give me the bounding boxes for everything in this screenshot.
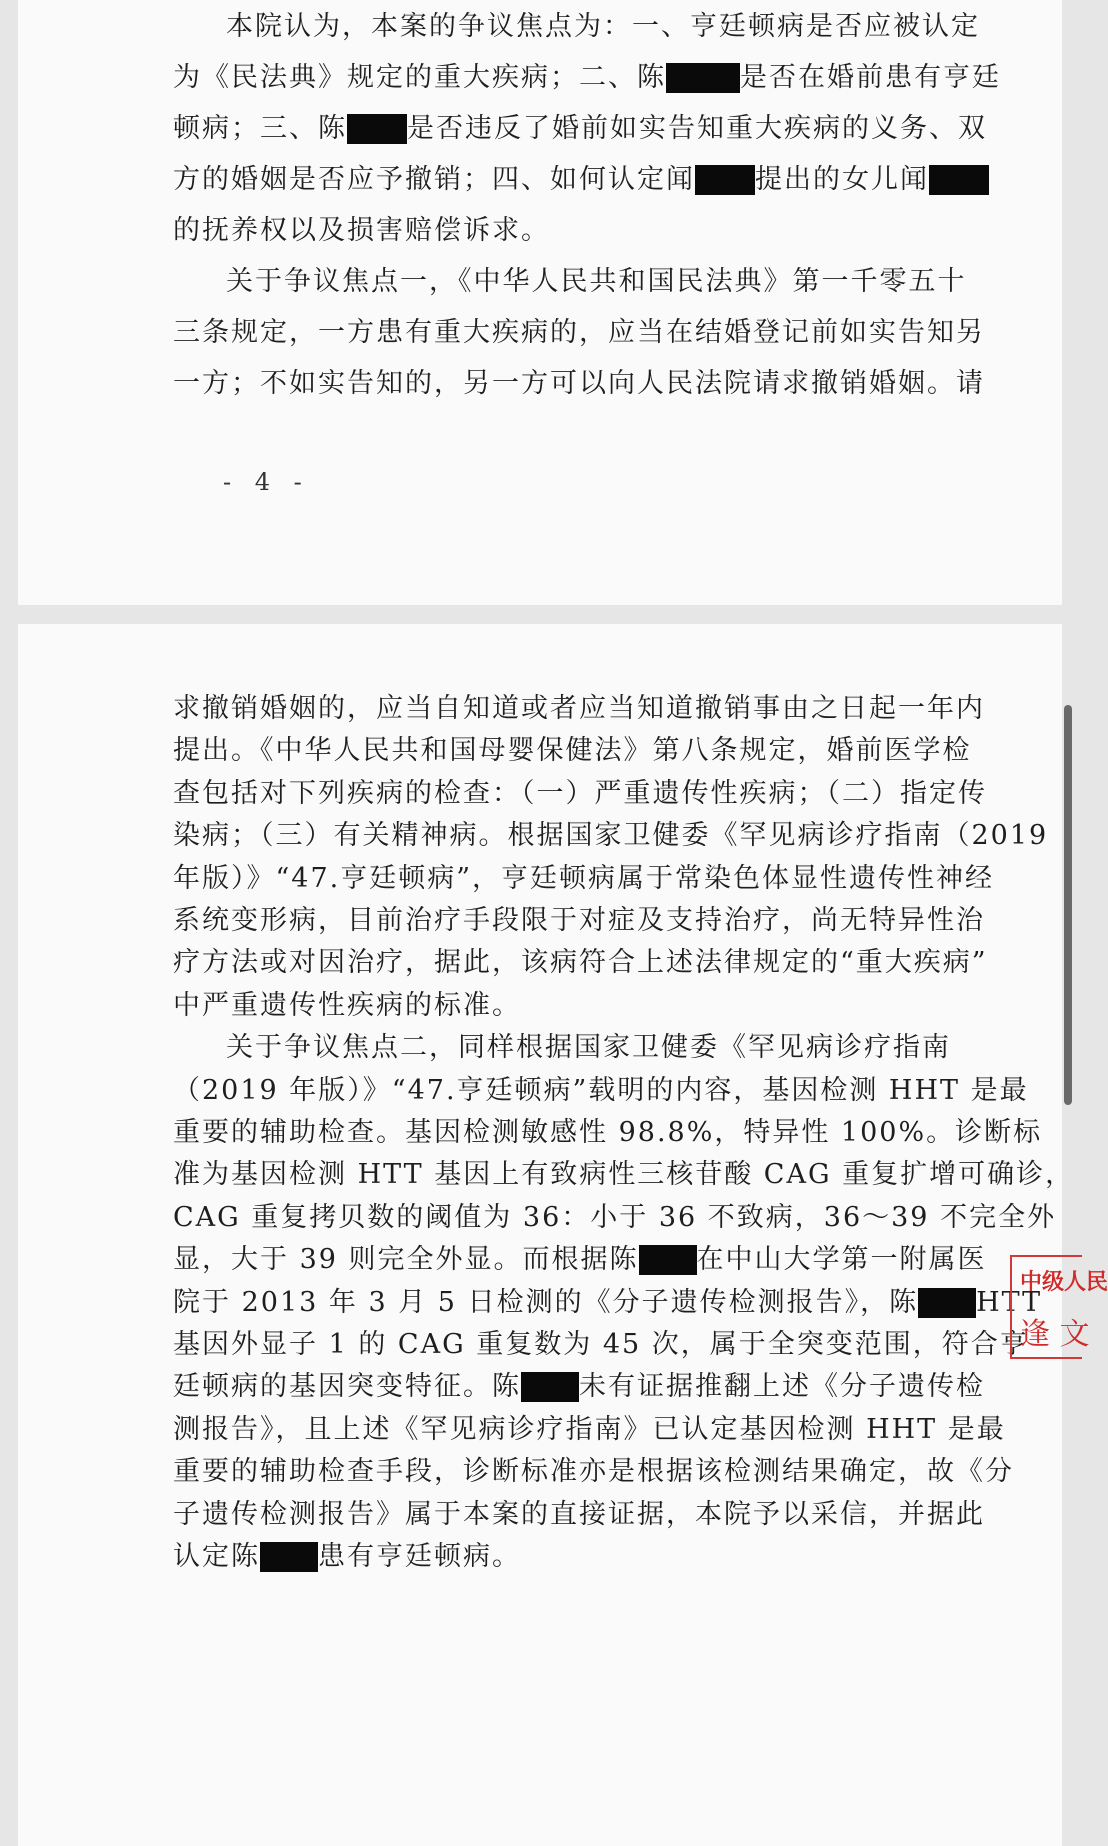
redaction-block xyxy=(929,165,989,195)
text-segment: 测报告》，且上述《罕见病诊疗指南》已认定基因检测 HHT 是最 xyxy=(173,1413,1006,1445)
text-segment: 是否在婚前患有亨廷 xyxy=(740,62,1001,93)
court-seal-stamp xyxy=(1010,1255,1108,1359)
redaction-block xyxy=(260,1542,318,1572)
text-segment: 顿病；三、陈 xyxy=(173,113,347,144)
vertical-scrollbar[interactable] xyxy=(1064,705,1072,1105)
text-segment: 患有亨廷顿病。 xyxy=(318,1541,521,1572)
text-segment: 重要的辅助检查。基因检测敏感性 98.8%，特异性 100%。诊断标 xyxy=(173,1117,1043,1148)
text-segment: 为《民法典》规定的重大疾病；二、陈 xyxy=(173,62,666,93)
text-segment: 关于争议焦点二，同样根据国家卫健委《罕见病诊疗指南 xyxy=(226,1032,951,1064)
text-line xyxy=(173,308,985,358)
page-number: - 4 - xyxy=(223,468,310,496)
text-line xyxy=(226,2,980,52)
text-segment: 提出。《中华人民共和国母婴保健法》第八条规定，婚前医学检 xyxy=(173,735,972,767)
text-line xyxy=(173,155,989,205)
text-segment: 是否违反了婚前如实告知重大疾病的义务、双 xyxy=(407,113,987,144)
text-line xyxy=(173,53,1001,103)
text-segment: 准为基因检测 HTT 基因上有致病性三核苷酸 CAG 重复扩增可确诊， xyxy=(173,1159,1075,1191)
redaction-block xyxy=(666,63,740,93)
text-segment: 求撤销婚姻的，应当自知道或者应当知道撤销事由之日起一年内 xyxy=(173,693,985,724)
text-line xyxy=(226,257,967,307)
text-line xyxy=(173,206,550,256)
text-segment: 的抚养权以及损害赔偿诉求。 xyxy=(173,215,550,246)
text-segment: 年版）》“47.亨廷顿病”，亨廷顿病属于常染色体显性遗传性神经 xyxy=(173,862,995,894)
text-segment: （2019 年版）》“47.亨廷顿病”载明的内容，基因检测 HHT 是最 xyxy=(173,1074,1029,1106)
redaction-block xyxy=(695,165,755,195)
text-segment: 染病；（三）有关精神病。根据国家卫健委《罕见病诊疗指南（2019 xyxy=(173,820,1049,852)
text-segment: 本院认为，本案的争议焦点为：一、亨廷顿病是否应被认定 xyxy=(226,11,980,42)
text-segment: 方的婚姻是否应予撤销；四、如何认定闻 xyxy=(173,164,695,195)
redaction-block xyxy=(521,1372,579,1402)
text-segment: 重要的辅助检查手段，诊断标准亦是根据该检测结果确定，故《分 xyxy=(173,1456,1014,1488)
text-segment: 认定陈 xyxy=(173,1541,260,1572)
text-line xyxy=(173,104,987,154)
text-segment: 提出的女儿闻 xyxy=(755,164,929,195)
text-segment: 中严重遗传性疾病的标准。 xyxy=(173,989,521,1021)
text-segment: HTT xyxy=(976,1286,1043,1318)
text-segment: 在中山大学第一附属医 xyxy=(696,1244,987,1276)
seal-text-top: 中级人民 xyxy=(1020,1269,1108,1295)
text-segment: 显，大于 39 则完全外显。而根据陈 xyxy=(173,1244,639,1276)
redaction-block xyxy=(347,114,407,144)
text-segment: 关于争议焦点一，《中华人民共和国民法典》第一千零五十 xyxy=(226,266,967,297)
text-segment: 疗方法或对因治疗，据此，该病符合上述法律规定的“重大疾病” xyxy=(173,947,988,979)
redaction-block xyxy=(918,1288,976,1318)
text-segment: 系统变形病，目前治疗手段限于对症及支持治疗，尚无特异性治 xyxy=(173,905,985,936)
text-segment: CAG 重复拷贝数的阈值为 36：小于 36 不致病，36～39 不完全外 xyxy=(173,1201,1057,1233)
text-line xyxy=(173,359,985,409)
text-segment: 基因外显子 1 的 CAG 重复数为 45 次，属于全突变范围，符合亨 xyxy=(173,1329,1029,1360)
document-page-4 xyxy=(18,0,1062,605)
text-segment: 一方；不如实告知的，另一方可以向人民法院请求撤销婚姻。请 xyxy=(173,368,985,399)
text-segment: 查包括对下列疾病的检查：（一）严重遗传性疾病；（二）指定传 xyxy=(173,777,987,809)
text-segment: 子遗传检测报告》属于本案的直接证据，本院予以采信，并据此 xyxy=(173,1498,985,1530)
text-line xyxy=(173,1532,521,1582)
text-segment: 未有证据推翻上述《分子遗传检 xyxy=(579,1371,985,1403)
text-segment: 院于 2013 年 3 月 5 日检测的《分子遗传检测报告》，陈 xyxy=(173,1286,919,1318)
text-segment: 三条规定，一方患有重大疾病的，应当在结婚登记前如实告知另 xyxy=(173,317,985,348)
text-segment: 廷顿病的基因突变特征。陈 xyxy=(173,1371,521,1403)
seal-text-bottom: 逢 文 xyxy=(1020,1317,1090,1352)
redaction-block xyxy=(639,1245,697,1275)
